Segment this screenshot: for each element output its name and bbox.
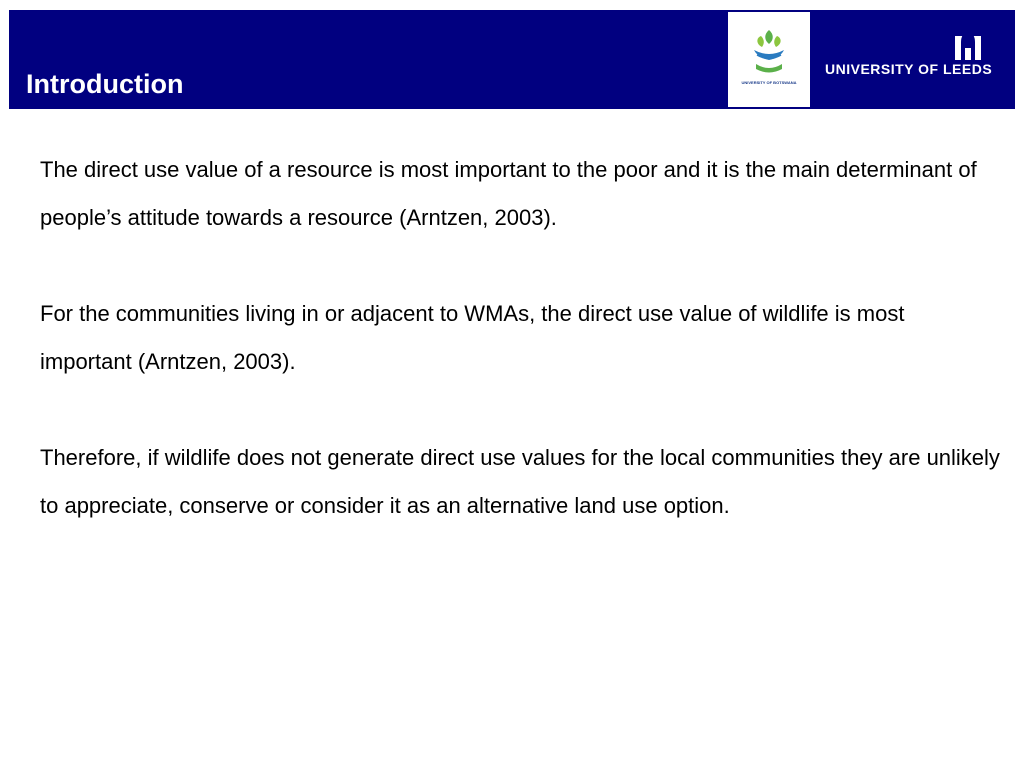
paragraph-2: For the communities living in or adjacent to WMAs, the direct use value of wildlife is most important (Arntzen, 2003). <box>40 301 905 374</box>
header-bar <box>9 10 1015 109</box>
leeds-tower-icon <box>953 28 983 60</box>
botswana-caption: UNIVERSITY OF BOTSWANA <box>741 80 797 85</box>
slide-title: Introduction <box>26 69 184 99</box>
paragraph-1: The direct use value of a resource is most important to the poor and it is the main determinant of people’s attitude towards a resource (Arntzen, 2003). <box>40 157 977 230</box>
slide-body <box>40 146 1000 578</box>
university-of-leeds-wordmark: UNIVERSITY OF LEEDS <box>825 61 993 77</box>
paragraph-3: Therefore, if wildlife does not generate direct use values for the local communities they are unlikely to appreciate, conserve or consider it as an alternative land use option. <box>40 445 1000 518</box>
botswana-emblem-icon <box>728 12 810 82</box>
university-of-botswana-logo <box>728 12 810 107</box>
